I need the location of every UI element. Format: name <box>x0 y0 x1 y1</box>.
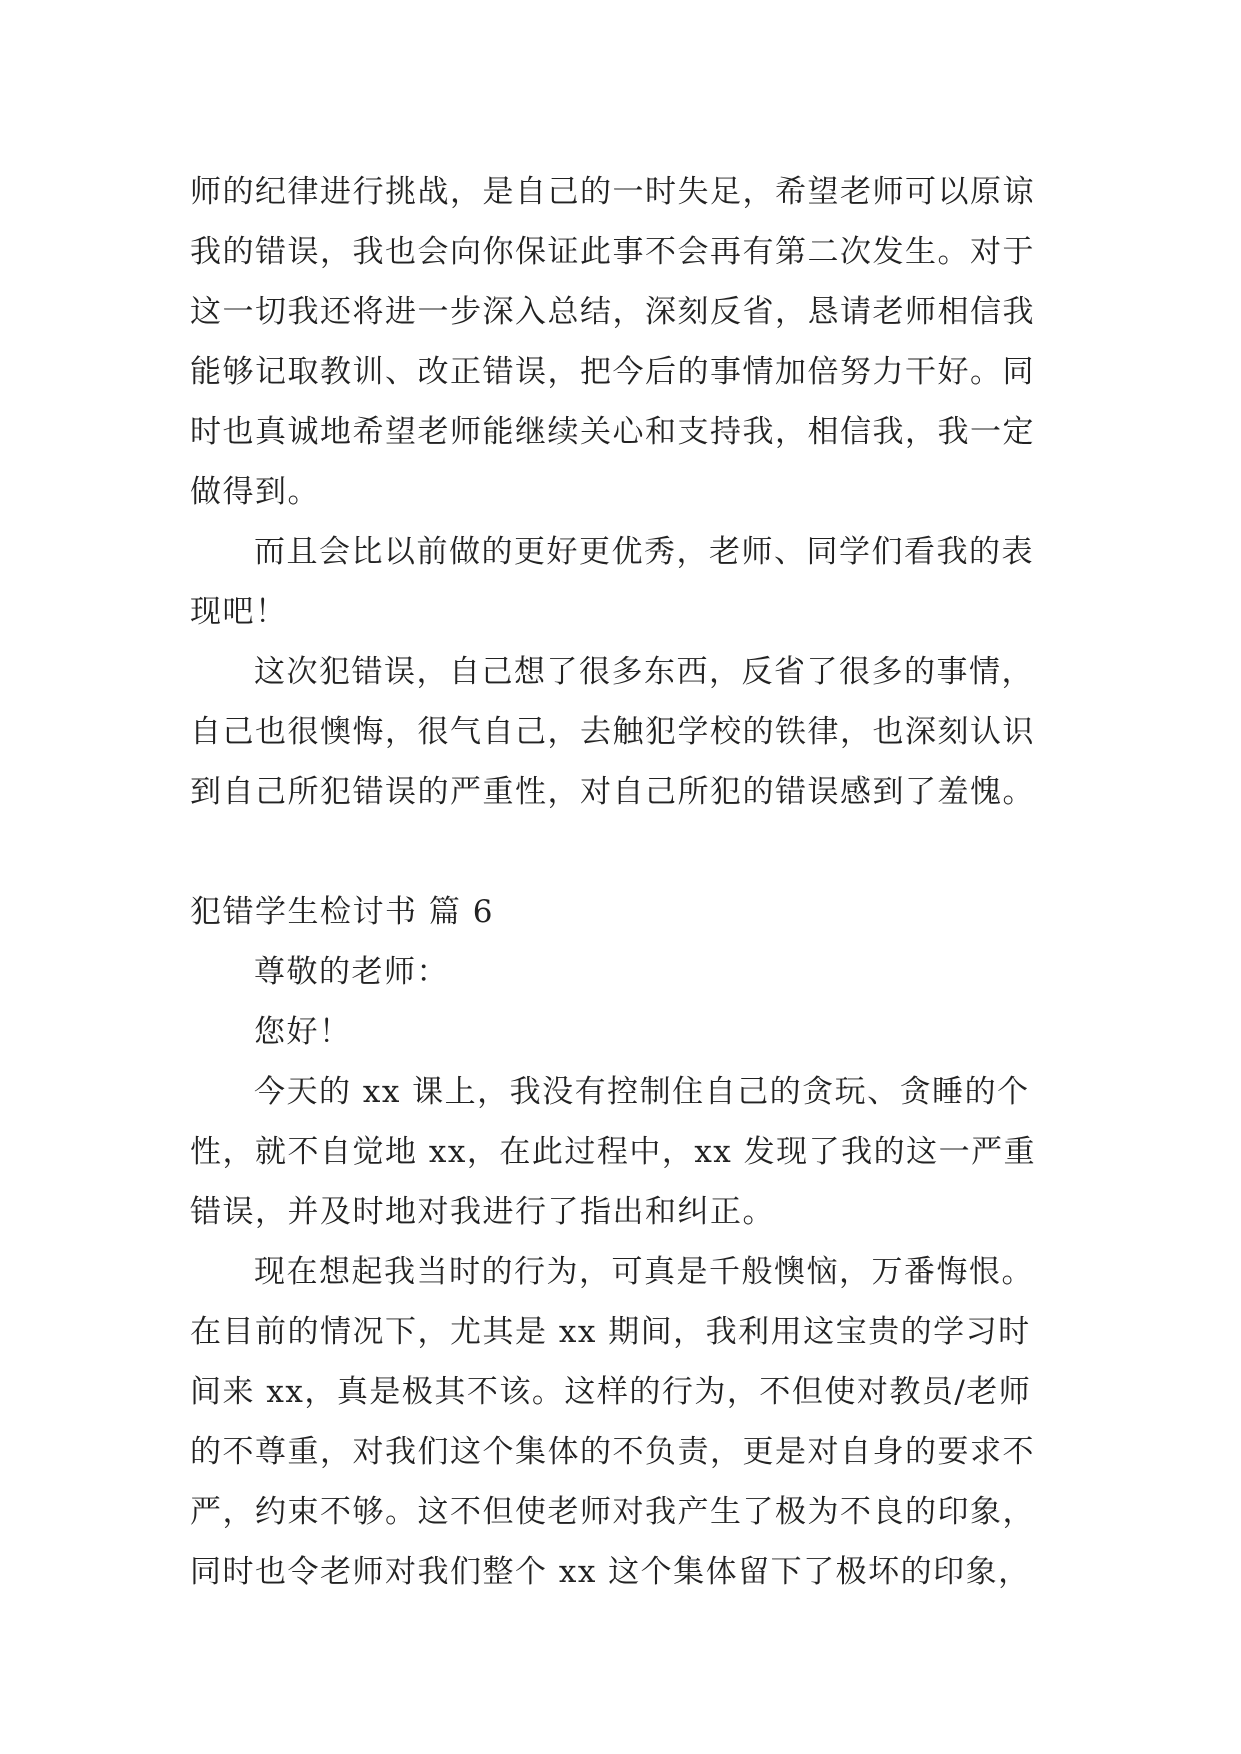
text-line: 这次犯错误，自己想了很多东西，反省了很多的事情， <box>254 654 1034 690</box>
text-line: 做得到。 <box>190 474 320 510</box>
document-body <box>190 162 1062 1602</box>
text-line: 同时也令老师对我们整个 xx 这个集体留下了极坏的印象， <box>190 1554 1031 1590</box>
text-line: 性，就不自觉地 xx，在此过程中，xx 发现了我的这一严重 <box>190 1134 1037 1170</box>
text-line: 错误，并及时地对我进行了指出和纠正。 <box>190 1194 775 1230</box>
section-heading: 犯错学生检讨书 篇 6 <box>190 894 494 930</box>
paragraph-continuation <box>190 162 1062 522</box>
text-line: 今天的 xx 课上，我没有控制住自己的贪玩、贪睡的个 <box>254 1074 1030 1110</box>
text-line: 能够记取教训、改正错误，把今后的事情加倍努力干好。同 <box>190 354 1035 390</box>
paragraph <box>190 1242 1062 1602</box>
paragraph <box>190 1062 1062 1242</box>
salutation: 尊敬的老师： <box>254 954 449 990</box>
text-line: 的不尊重，对我们这个集体的不负责，更是对自身的要求不 <box>190 1434 1035 1470</box>
text-line: 间来 xx，真是极其不该。这样的行为，不但使对教员/老师 <box>190 1374 1032 1410</box>
greeting: 您好！ <box>254 1014 352 1050</box>
text-line: 在目前的情况下，尤其是 xx 期间，我利用这宝贵的学习时 <box>190 1314 1031 1350</box>
text-line: 而且会比以前做的更好更优秀，老师、同学们看我的表 <box>254 534 1034 570</box>
text-line: 我的错误，我也会向你保证此事不会再有第二次发生。对于 <box>190 234 1035 270</box>
section-spacer <box>190 822 1062 882</box>
paragraph <box>190 642 1062 822</box>
text-line: 这一切我还将进一步深入总结，深刻反省，恳请老师相信我 <box>190 294 1035 330</box>
text-line: 到自己所犯错误的严重性，对自己所犯的错误感到了羞愧。 <box>190 774 1035 810</box>
paragraph <box>190 522 1062 642</box>
text-line: 现吧！ <box>190 594 288 630</box>
text-line: 现在想起我当时的行为，可真是千般懊恼，万番悔恨。 <box>254 1254 1034 1290</box>
text-line: 师的纪律进行挑战，是自己的一时失足，希望老师可以原谅 <box>190 174 1035 210</box>
text-line: 严，约束不够。这不但使老师对我产生了极为不良的印象， <box>190 1494 1035 1530</box>
text-line: 时也真诚地希望老师能继续关心和支持我，相信我，我一定 <box>190 414 1035 450</box>
text-line: 自己也很懊悔，很气自己，去触犯学校的铁律，也深刻认识 <box>190 714 1035 750</box>
